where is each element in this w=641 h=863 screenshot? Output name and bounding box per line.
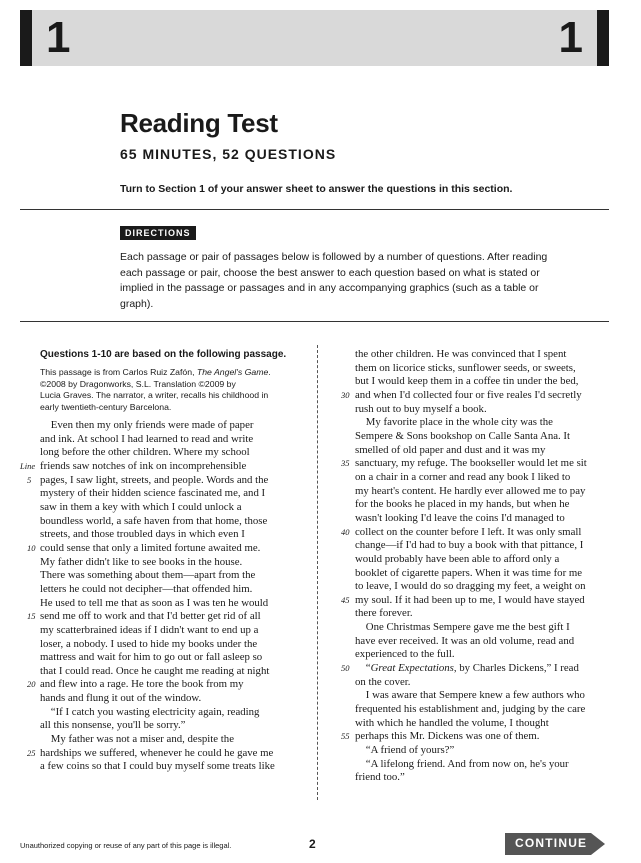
passage-line: rush out to buy myself a book. [355,402,487,415]
passage-line: saw in them a key with which I could unlock a [40,500,242,513]
passage-line: “If I catch you wasting electricity again, reading [40,705,260,718]
passage-line: experienced to the full. [355,648,455,661]
passage-line: My favorite place in the whole city was the [355,416,553,429]
passage-line: would probably have been able to afford only a [355,552,560,565]
passage-line: collect on the counter before I left. It was only small 40 [341,525,582,538]
passage-line: with which he handled the volume, I thought [355,716,549,729]
passage-line: smelled of old paper and dust and it was my [355,443,546,456]
line-number: 50 [341,663,350,674]
line-number: 25 [27,747,36,758]
section-instruction: Turn to Section 1 of your answer sheet to answer the questions in this section. [120,183,513,195]
passage-line: change—if I'd had to buy a book with that pittance, I [355,539,584,552]
line-number: 55 [341,731,350,742]
passage-text-right [341,348,610,785]
line-number: 15 [27,611,36,622]
passage-line: “A lifelong friend. And from now on, he's your [355,757,569,770]
passage-line: I was aware that Sempere knew a few authors who [355,689,585,702]
passage-line: mattress and wait for him to go out or fall asleep so [40,651,263,664]
page-number: 2 [309,837,316,851]
passage-line: send me off to work and that I'd better get rid of all 15 [27,610,261,623]
passage-line: loser, a nobody. I used to hide my books under the [40,637,258,650]
line-number: 10 [27,542,36,553]
page-title: Reading Test [120,108,278,138]
passage-line: to leave, I would do so dragging my feet, a weight on [355,580,586,593]
section-number-right: 1 [558,13,583,62]
directions-label: DIRECTIONS [120,226,196,240]
divider-top [20,209,609,210]
passage-line: wasn't looking I'd leave the coins I'd managed to [355,511,565,524]
passage-line: my scatterbrained ideas if I didn't want to end up a [40,623,259,636]
passage-line: pages, I saw light, streets, and people. Words and the 5 [27,473,269,486]
passage-line: hands and flung it out of the window. [40,692,202,705]
passage-line: hardships we suffered, whenever he could he gave me 25 [27,746,274,759]
section-banner [20,10,609,66]
passage-line: friends saw notches of ink on incomprehensible Line [20,459,247,472]
intro-line: This passage is from Carlos Ruiz Zafón, The Angel's Game. [40,367,271,377]
passage-line: my soul. If it had been up to me, I would have stayed 45 [341,593,585,606]
passage-line: and ink. At school I had learned to read and write [40,432,254,445]
passage-line: “Great Expectations, by Charles Dickens,” I read 50 [341,662,579,675]
passage-line: frequented his establishment and, judging by the care [355,703,586,716]
passage-intro [40,367,298,413]
passage-line: for the books he placed in my hands, but when he [355,498,570,511]
passage-line: sanctuary, my refuge. The bookseller would let me sit 35 [341,457,587,470]
divider-bottom [20,321,609,322]
intro-line: ©2008 by Dragonworks, S.L. Translation ©2009 by [40,378,236,389]
passage-line: all this nonsense, you'll be sorry.” [40,719,186,732]
line-number: 35 [341,458,350,469]
banner-left-bar [20,10,32,66]
line-number: 45 [341,594,350,605]
passage-column-right [341,348,610,785]
line-number: 5 [27,474,32,485]
passage-line: There was something about them—apart from the [40,569,256,582]
passage-text-left [20,419,298,774]
line-number: 40 [341,526,350,537]
passage-line: have ever received. It was an old volume, read and [355,634,575,647]
passage-line: One Christmas Sempere gave me the best gift I [355,621,570,634]
page-subtitle: 65 MINUTES, 52 QUESTIONS [120,146,337,162]
passage-line: but I would keep them in a coffee tin under the bed, [355,375,579,388]
passage-line: and flew into a rage. He tore the book from my 20 [27,678,244,691]
directions-text: Each passage or pair of passages below is followed by a number of questions. After reading each passage or pair, choose the best answer to each question based on what is stated or implied in the passage or passages and in any accompanying graphics (such as a table or graph). [120,251,548,310]
passage-line: there forever. [355,607,413,620]
intro-line: Lucia Graves. The narrator, a writer, recalls his childhood in [40,390,269,400]
passage-line: My father didn't like to see books in the house. [40,555,243,568]
passage-line: mystery of their hidden science fascinated me, and I [40,487,266,500]
passage-line: the other children. He was convinced that I spent [355,348,567,360]
banner-right-bar [597,10,609,66]
passage-line: My father was not a miser and, despite the [40,733,234,746]
line-number: 30 [341,389,350,400]
line-number: 20 [27,679,36,690]
passage-line: my heart's content. He hardly ever allowed me to pay [355,484,586,497]
passage-line: them on licorice sticks, sunflower seeds, or sweets, [355,361,576,374]
passage-line: friend too.” [355,771,405,784]
passage-line: “A friend of yours?” [355,744,455,757]
passage-line: long before the other children. Where my school [40,446,250,459]
passage-line: on the cover. [355,675,411,688]
passage-line: letters he could not decipher—that offended him. [40,582,253,595]
passage-line: streets, and those troubled days in which even I [40,528,245,541]
passage-line: a few coins so that I could buy myself some treats like [40,760,275,773]
passage-line: that I could read. Once he caught me reading at night [40,664,270,677]
passage-line: Sempere & Sons bookshop on Calle Santa Ana. It [355,429,571,442]
continue-label: CONTINUE [515,836,588,850]
question-heading: Questions 1-10 are based on the following passage. [40,349,287,360]
continue-button[interactable] [505,833,605,855]
passage-line: booklet of cigarette papers. When it was time for me [355,566,583,579]
passage-line: on a chair in a corner and read any book I liked to [355,470,571,483]
passage-line: Even then my only friends were made of paper [40,419,254,431]
passage-line: boundless world, a safe haven from that home, those [40,514,268,527]
section-number-left: 1 [46,13,71,62]
passage-line: perhaps this Mr. Dickens was one of them. 55 [341,730,540,743]
column-divider [317,345,318,800]
passage-line: and when I'd collected four or five reales I'd secretly 30 [341,388,582,401]
line-label: Line [20,460,36,471]
intro-line: early twentieth-century Barcelona. [40,401,172,412]
passage-column-left [20,348,298,774]
passage-line: He used to tell me that as soon as I was ten he would [40,596,269,609]
copyright-notice: Unauthorized copying or reuse of any part of this page is illegal. [20,841,232,850]
passage-line: could sense that only a limited fortune awaited me. 10 [27,541,261,554]
